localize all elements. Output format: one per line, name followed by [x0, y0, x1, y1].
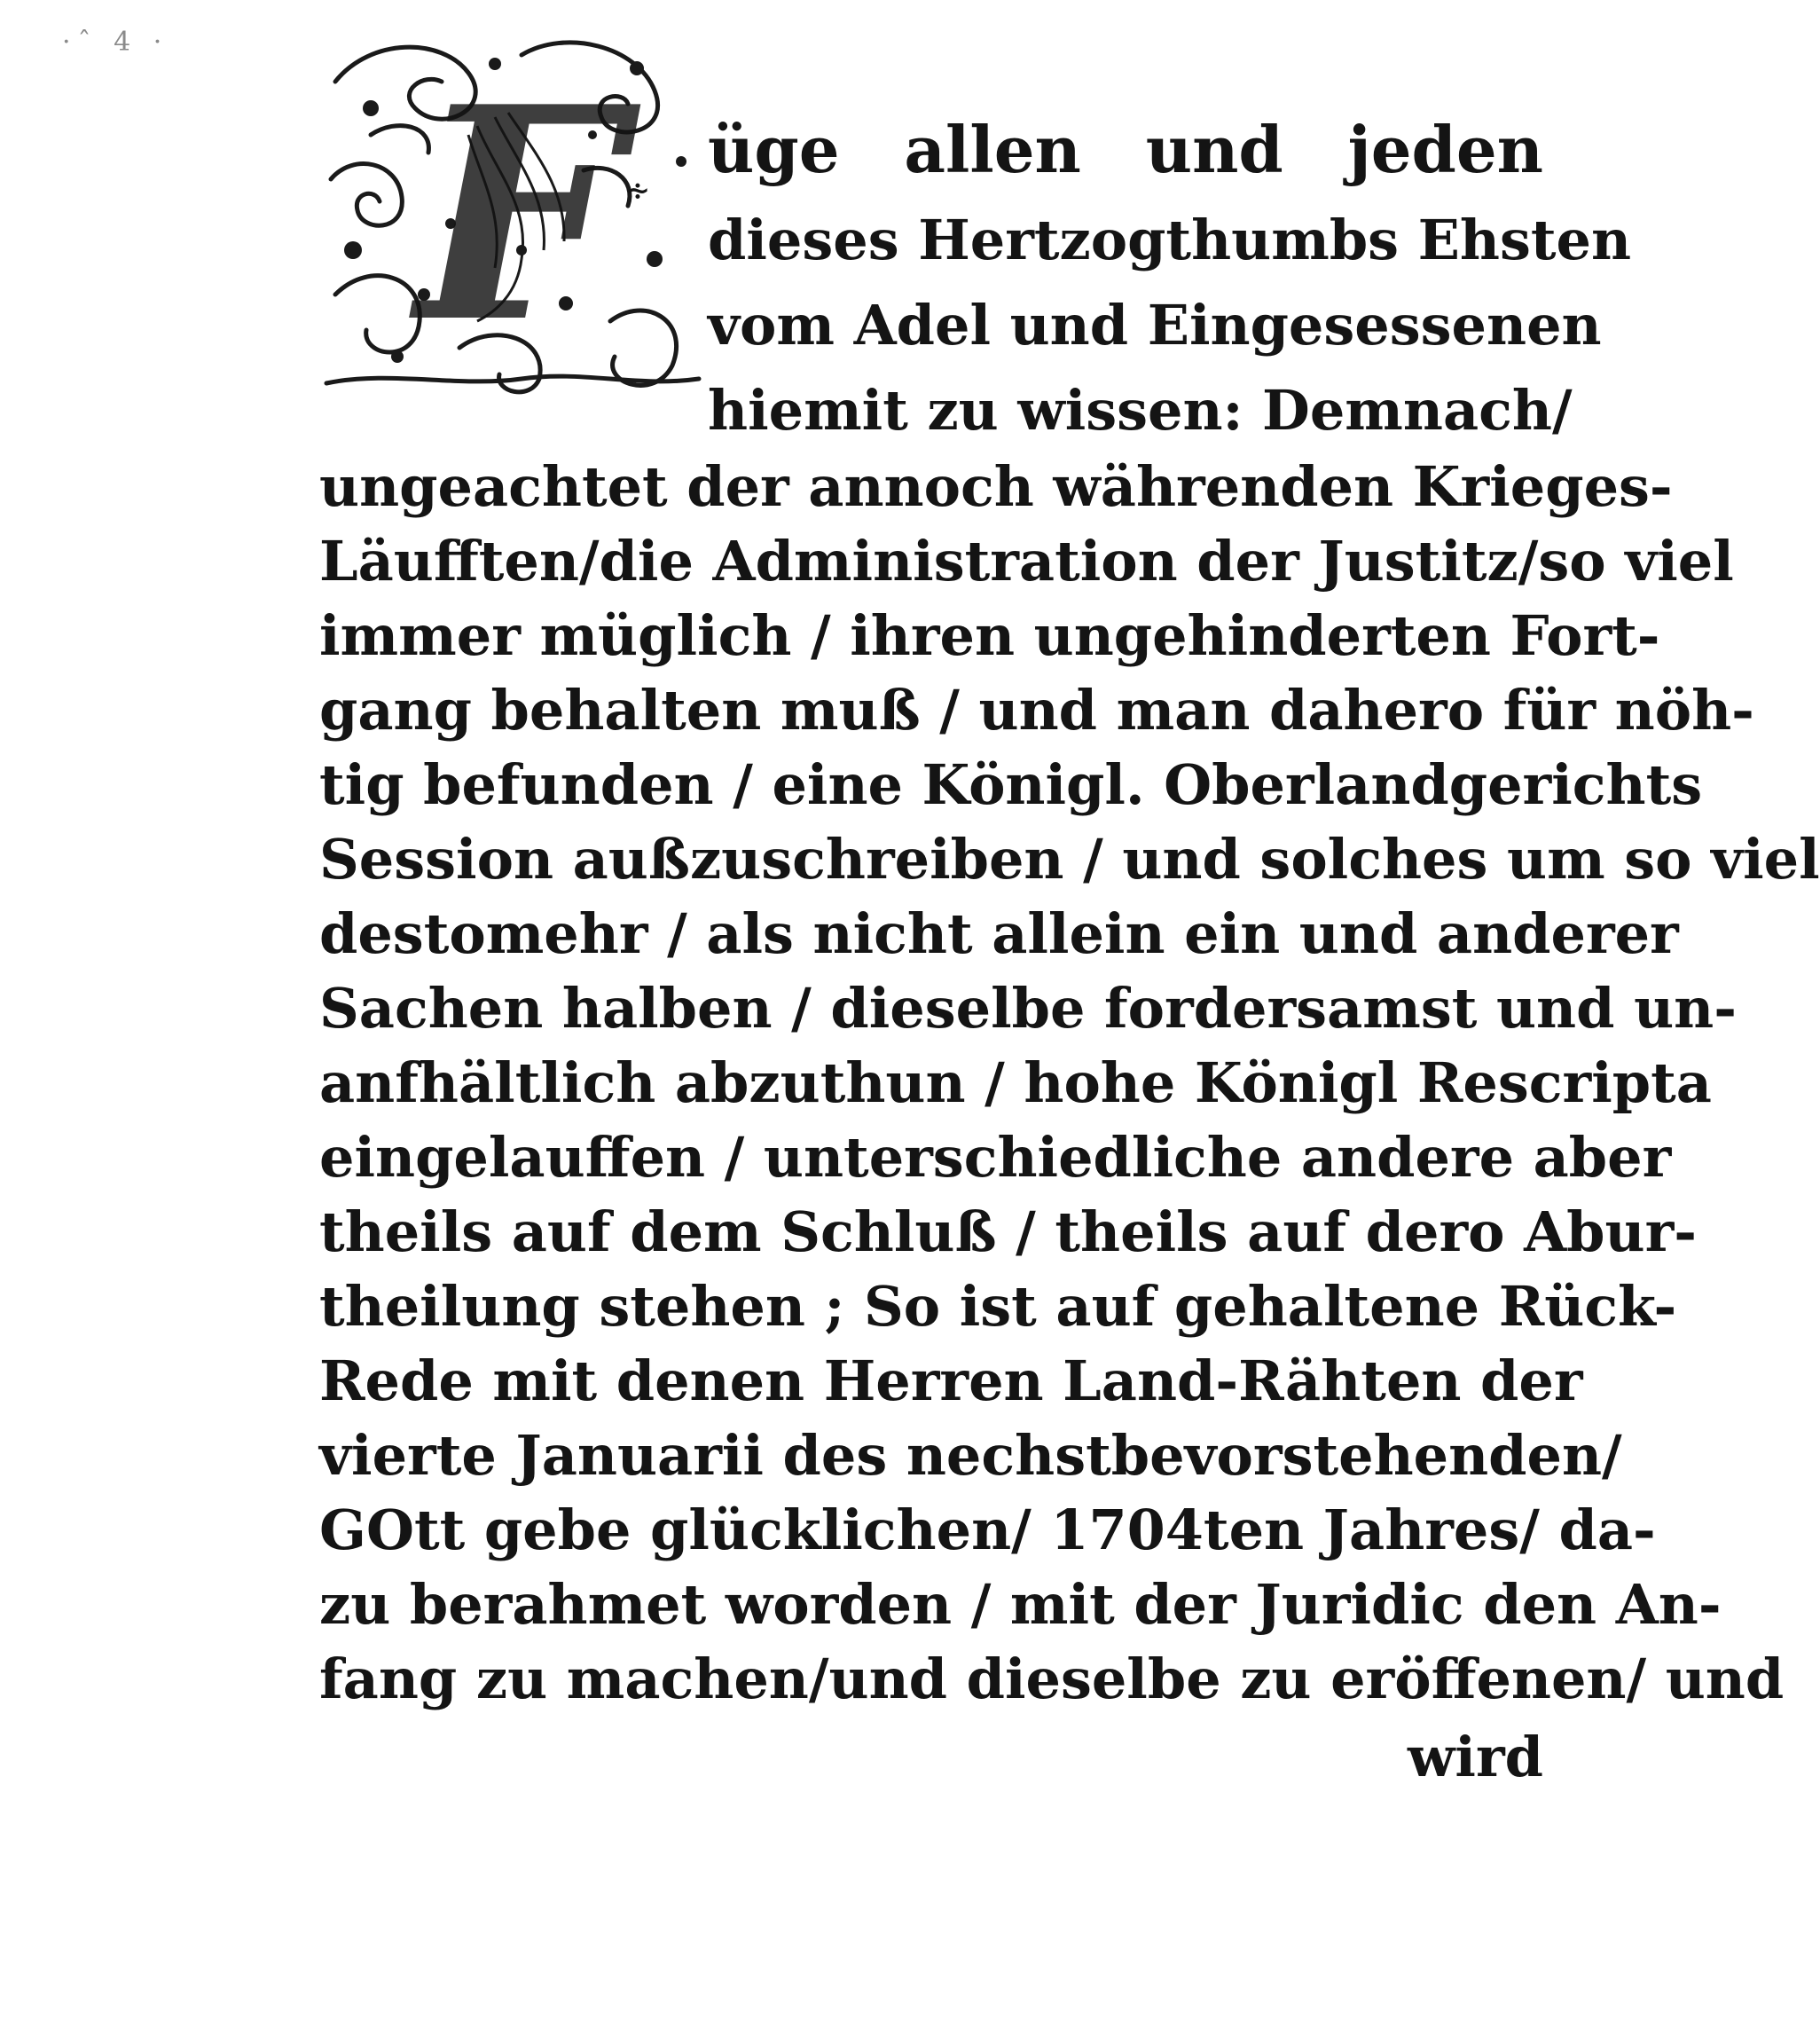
text-line: üge allen und jeden	[708, 112, 1543, 187]
text-line: theils auf dem Schluß / theils auf dero Abur-	[319, 1199, 1697, 1264]
text-line: fang zu machen/und dieselbe zu eröffenen/ und	[319, 1647, 1785, 1711]
initial-letter: F	[415, 43, 624, 387]
text-line: vierte Januarii des nechstbevorstehenden/	[319, 1423, 1622, 1488]
text-line: anfhältlich abzuthun / hohe Königl Rescripta	[319, 1050, 1712, 1115]
text-line: Läufften/die Administration der Justitz/so viel	[319, 529, 1734, 594]
text-line: vom Adel und Eingesessenen	[708, 293, 1602, 358]
text-line: tig befunden / eine Königl. Oberlandgerichts	[319, 752, 1703, 817]
text-line: hiemit zu wissen: Demnach/	[708, 378, 1573, 443]
text-line: dieses Hertzogthumbs Ehsten	[708, 208, 1632, 272]
text-line: GOtt gebe glücklichen/ 1704ten Jahres/ da-	[319, 1498, 1656, 1562]
text-line: eingelauffen / unterschiedliche andere aber	[319, 1125, 1672, 1190]
text-line: theilung stehen ; So ist auf gehaltene Rück-	[319, 1274, 1677, 1339]
catchword: wird	[1408, 1725, 1543, 1789]
text-line: Rede mit denen Herren Land-Rähten der	[319, 1348, 1583, 1413]
margin-note: ·ˆ 4 ·	[62, 27, 169, 58]
text-line: zu berahmet worden / mit der Juridic den An-	[319, 1572, 1722, 1637]
catchword-mark: ∻	[624, 173, 651, 208]
text-line: destomehr / als nicht allein ein und anderer	[319, 901, 1679, 966]
text-line: ungeachtet der annoch währenden Krieges-	[319, 454, 1673, 519]
text-line: gang behalten muß / und man dahero für nöh-	[319, 678, 1754, 743]
text-line: Session außzuschreiben / und solches um so viel	[319, 827, 1820, 892]
text-line: Sachen halben / dieselbe fordersamst und un-	[319, 976, 1737, 1041]
text-line: immer müglich / ihren ungehinderten Fort-	[319, 603, 1660, 668]
